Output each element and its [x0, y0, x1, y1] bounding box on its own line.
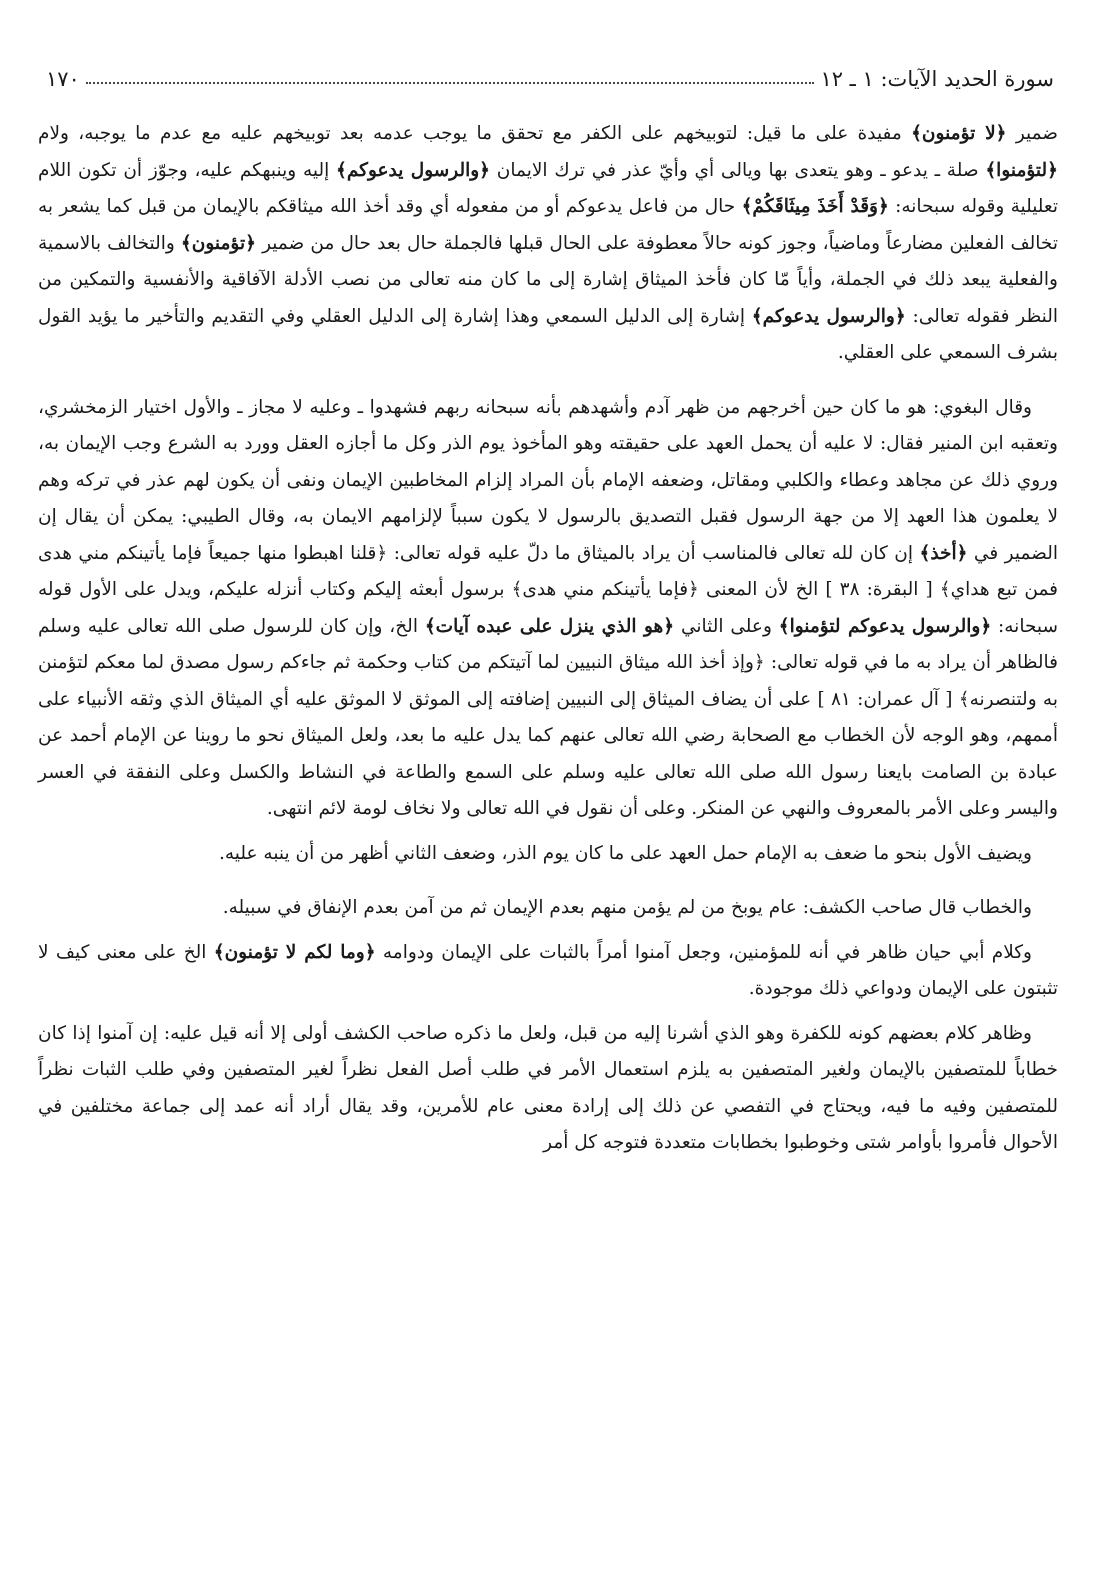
text-run: ﴿فإما يأتينكم مني هدى﴾: [511, 579, 699, 600]
text-run: ﴿وإذ أخذ الله ميثاق النبيين لما آتيتكم من كتاب وحكمة ثم جاءكم رسول مصدق لما معكم لتؤمنن به ولتنصرنه﴾: [38, 652, 1058, 710]
text-run: ضمير: [1006, 123, 1059, 144]
paragraph: [38, 1016, 1058, 1162]
paragraph: [38, 890, 1058, 927]
text-run: برسول أبعثه إليكم وكتاب أنزله عليكم، ويدل على الأول قوله سبحانه:: [38, 579, 1058, 637]
quran-quote: ﴿أخذ﴾: [919, 542, 968, 564]
text-run: إن كان لله تعالى فالمناسب أن يراد بالميثاق ما دلّ عليه قوله تعالى:: [387, 542, 920, 564]
text-run: وعلى الثاني: [674, 615, 779, 637]
paragraph: [38, 935, 1058, 1008]
text-run: الخ على معنى كيف لا تثبتون على الإيمان ودواعي ذلك موجودة.: [38, 941, 1058, 999]
quran-quote: ﴿هو الذي ينزل على عبده آيات﴾: [424, 615, 675, 637]
text-run: ﴿قلنا اهبطوا منها جميعاً فإما يأتينكم مني هدى فمن تبع هداي﴾: [38, 542, 1058, 600]
text-run: إليه وينبهكم عليه، وجوّز أن تكون اللام تعليلية وقوله سبحانه:: [38, 159, 1058, 217]
quran-quote: ﴿والرسول يدعوكم لتؤمنوا﴾: [778, 615, 992, 637]
page-number: ١٧٠: [46, 67, 80, 91]
running-header: [38, 62, 1058, 96]
text-run: [ آل عمران: ٨١ ] على أن يضاف الميثاق إلى النبيين إضافته إلى الموثق لا الموثق عليه أي الميثاق الذي وثقه الأنبياء على أممهم، وهو الوجه لأن الخطاب مع الصحابة رضي الله تعالى عنهم كما يدل عليه ما بعد، ولعل الميثاق نحو ما روينا عن الإمام أحمد عن عبادة بن الصامت بايعنا رسول الله صلى الله تعالى عليه وسلم على السمع والطاعة في النشاط والكسل وعلى النفقة في العسر واليسر وعلى الأمر بالمعروف والنهي عن المنكر. وعلى أن نقول في الله تعالى ولا نخاف لومة لائم انتهى.: [38, 688, 1058, 819]
paragraph: [38, 116, 1058, 372]
header-title: سورة الحديد الآيات: ١ ـ ١٢: [820, 67, 1054, 91]
text-run: وقال البغوي: هو ما كان حين أخرجهم من ظهر آدم وأشهدهم بأنه سبحانه ربهم فشهدوا ـ وعليه لا مجاز ـ والأول اختيار الزمخشري، وتعقبه ابن المنير فقال: لا عليه أن يحمل العهد على حقيقته وهو المأخوذ يوم الذر وكل ما أجازه العقل وورد به الشرع وجب الإيمان به، وروي ذلك عن مجاهد وعطاء والكلبي ومقاتل، وضعفه الإمام بأن المراد إلزام المخاطبين الإيمان ونفى أن يكون لهم عذر في تركه وهم لا يعلمون هذا العهد إلا من جهة الرسول فقبل التصديق بالرسول لا يكون سبباً لإلزامهم الايمان به، وقال الطيبي: يمكن أن يقال إن الضمير في: [38, 396, 1058, 564]
quran-quote: ﴿تؤمنون﴾: [180, 232, 256, 254]
body-text: [38, 116, 1058, 1162]
quran-quote: ﴿لا تؤمنون﴾: [911, 123, 1007, 144]
text-run: [ البقرة: ٣٨ ] الخ لأن المعنى: [698, 579, 940, 600]
text-run: إشارة إلى الدليل السمعي وهذا إشارة إلى الدليل العقلي وفي التقديم والتأخير ما يؤيد القول بشرف السمعي على العقلي.: [38, 305, 1058, 363]
text-run: حال من فاعل يدعوكم أو من مفعوله أي وقد أخذ الله ميثاقكم بالإيمان من قبل كما يشعر به تخالف الفعلين مضارعاً وماضياً، وجوز كونه حالاً معطوفة على الحال قبلها فالجملة حال بعد حال من ضمير: [38, 196, 1058, 254]
text-run: صلة ـ يدعو ـ وهو يتعدى بها ويالى أي وأيّ عذر في ترك الايمان: [490, 159, 986, 181]
text-run: وكلام أبي حيان ظاهر في أنه للمؤمنين، وجعل آمنوا أمراً بالثبات على الإيمان ودوامه: [375, 941, 1032, 963]
quran-quote: ﴿والرسول يدعوكم﴾: [336, 159, 491, 181]
quran-quote: ﴿وَقَدْ أَخَذَ مِيثَاقَكُمْ﴾: [741, 196, 889, 217]
text-run: ويضيف الأول بنحو ما ضعف به الإمام حمل العهد على ما كان يوم الذر، وضعف الثاني أظهر من أن ينبه عليه.: [218, 842, 1032, 864]
paragraph: [38, 836, 1058, 873]
text-run: والتخالف بالاسمية والفعلية يبعد ذلك في الجملة، وأياً مّا كان فأخذ الميثاق إشارة إلى ما كان منه تعالى من نصب الأدلة الآفاقية والأنفسية والتمكين من النظر فقوله تعالى:: [38, 232, 1059, 327]
header-dot-leader: [86, 82, 815, 84]
document-page: [38, 0, 1058, 1571]
quran-quote: ﴿لتؤمنوا﴾: [985, 159, 1058, 181]
quran-quote: ﴿والرسول يدعوكم﴾: [751, 305, 906, 327]
paragraph: [38, 390, 1058, 828]
text-run: الخ، وإن كان للرسول صلى الله تعالى عليه وسلم فالظاهر أن يراد به ما في قوله تعالى:: [38, 615, 1058, 673]
text-run: مفيدة على ما قيل: لتوبيخهم على الكفر مع تحقق ما يوجب عدمه بعد توبيخهم عليه مع عدم ما يوجبه، ولام: [38, 123, 912, 144]
text-run: والخطاب قال صاحب الكشف: عام يوبخ من لم يؤمن منهم بعدم الإيمان ثم من آمن بعدم الإنفاق في سبيله.: [222, 897, 1032, 918]
text-run: وظاهر كلام بعضهم كونه للكفرة وهو الذي أشرنا إليه من قبل، ولعل ما ذكره صاحب الكشف أولى إلا أنه قيل عليه: إن آمنوا إذا كان خطاباً للمتصفين بالإيمان ولغير المتصفين به يلزم استعمال الأمر في طلب أصل الفعل نظراً لغير المتصفين وفي طلب الثبات نظراً للمتصفين وفيه ما فيه، ويحتاج في التفصي عن ذلك إلى إرادة معنى عام للأمرين، وقد يقال أراد أنه عمد إلى جماعة مختلفين في الأحوال فأمروا بأوامر شتى وخوطبوا بخطابات متعددة فتوجه كل أمر: [38, 1022, 1058, 1153]
quran-quote: ﴿وما لكم لا تؤمنون﴾: [213, 941, 376, 963]
